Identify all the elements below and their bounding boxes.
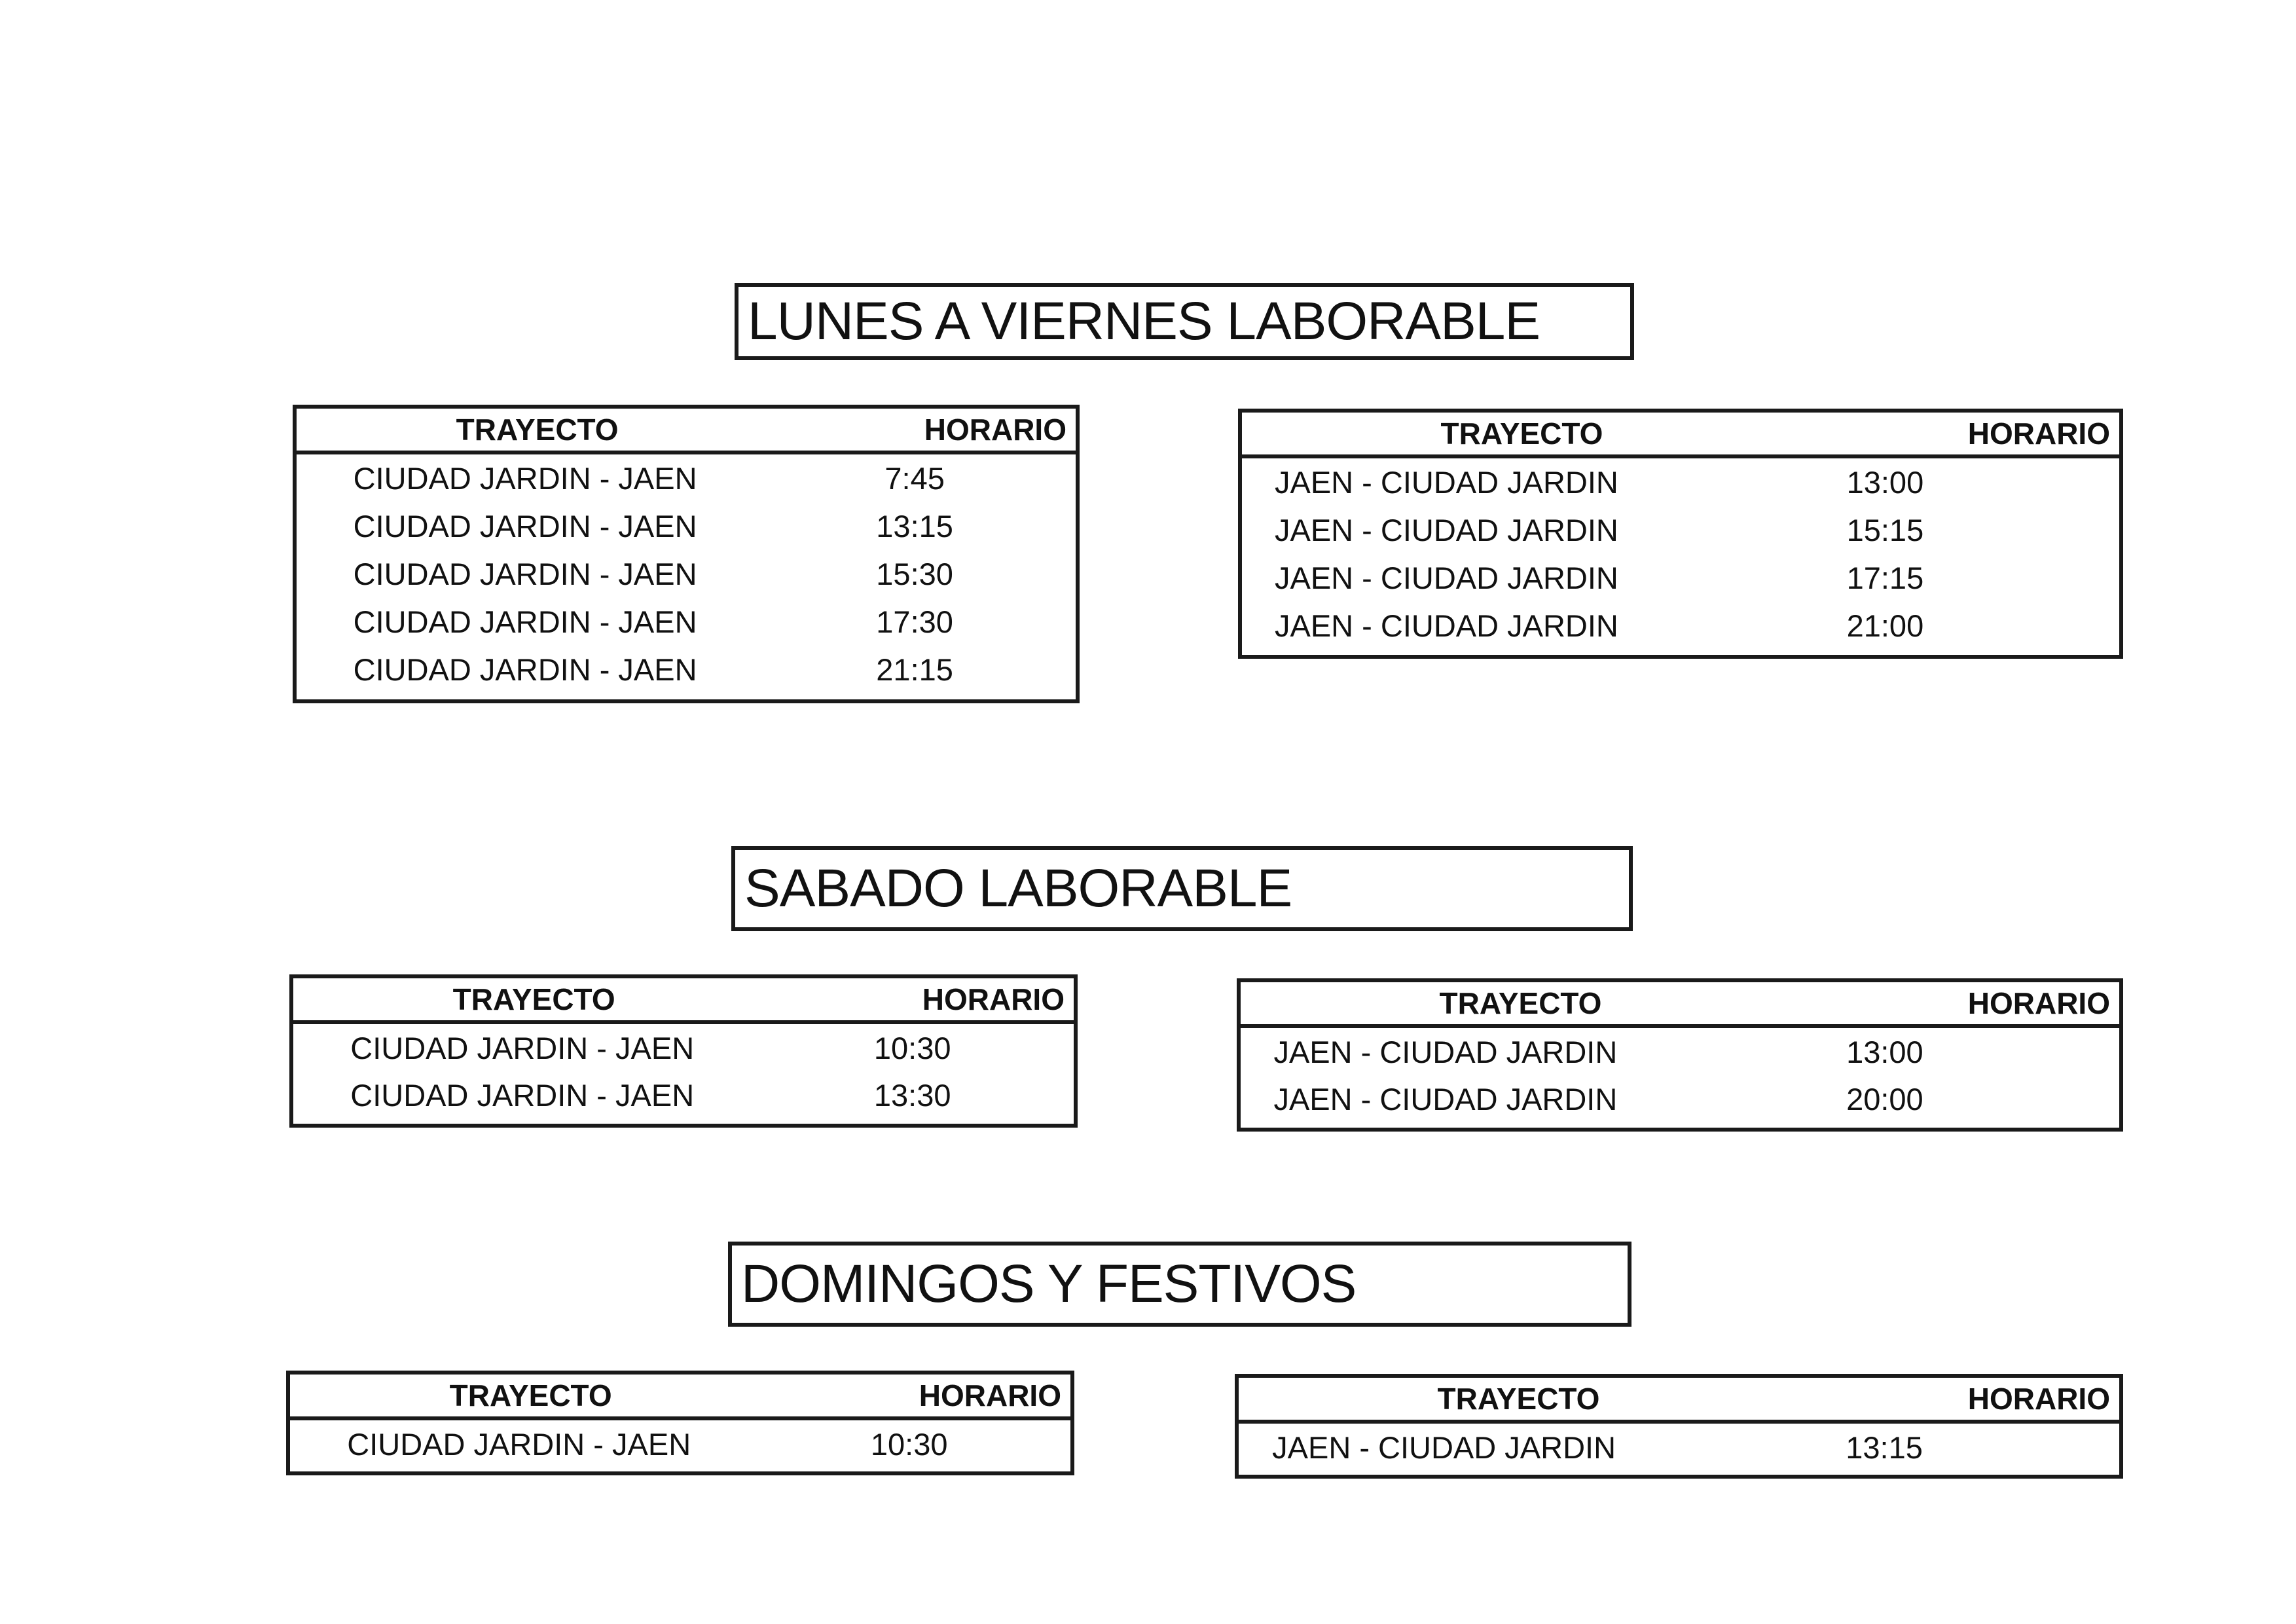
row-route: CIUDAD JARDIN - JAEN — [353, 604, 697, 639]
row-route: CIUDAD JARDIN - JAEN — [353, 652, 697, 687]
row-route: CIUDAD JARDIN - JAEN — [350, 1030, 695, 1065]
row-route: CIUDAD JARDIN - JAEN — [353, 557, 697, 591]
header-route: TRAYECTO — [1439, 986, 1602, 1020]
row-time: 21:15 — [876, 652, 953, 687]
section-title-text: SABADO LABORABLE — [744, 858, 1292, 918]
header-time: HORARIO — [919, 1378, 1061, 1412]
row-route: JAEN - CIUDAD JARDIN — [1273, 1034, 1618, 1069]
row-route: JAEN - CIUDAD JARDIN — [1274, 561, 1618, 595]
table-row — [1242, 554, 2119, 602]
row-time: 17:15 — [1846, 561, 1924, 595]
section-title-text: LUNES A VIERNES LABORABLE — [748, 291, 1540, 351]
table-header — [290, 1375, 1070, 1420]
table-row — [293, 1071, 1074, 1118]
row-time: 13:15 — [876, 509, 953, 544]
header-route: TRAYECTO — [1440, 416, 1603, 451]
table-row — [297, 598, 1076, 646]
row-time: 7:45 — [884, 461, 945, 496]
row-time: 20:00 — [1846, 1081, 1923, 1116]
table-header — [1241, 982, 2119, 1028]
table-row — [290, 1420, 1070, 1467]
schedule-table-sundays-return — [1235, 1374, 2123, 1479]
row-route: CIUDAD JARDIN - JAEN — [350, 1077, 695, 1113]
section-title-weekdays — [735, 283, 1634, 360]
row-time: 13:15 — [1846, 1430, 1923, 1465]
row-time: 21:00 — [1846, 608, 1924, 643]
section-title-saturday — [731, 846, 1633, 931]
row-time: 13:30 — [873, 1077, 951, 1113]
row-time: 10:30 — [873, 1030, 951, 1065]
schedule-table-weekdays-return — [1238, 409, 2123, 659]
row-route: JAEN - CIUDAD JARDIN — [1273, 1081, 1618, 1116]
header-route: TRAYECTO — [456, 413, 619, 447]
row-route: JAEN - CIUDAD JARDIN — [1274, 513, 1618, 547]
table-row — [297, 502, 1076, 550]
table-row — [297, 646, 1076, 693]
schedule-table-saturday-outbound — [289, 974, 1078, 1128]
row-time: 15:15 — [1846, 513, 1924, 547]
row-time: 13:00 — [1846, 465, 1924, 500]
row-route: CIUDAD JARDIN - JAEN — [353, 461, 697, 496]
table-row — [1241, 1075, 2119, 1122]
header-time: HORARIO — [922, 982, 1065, 1016]
row-route: JAEN - CIUDAD JARDIN — [1274, 465, 1618, 500]
table-row — [1242, 458, 2119, 506]
table-row — [1239, 1424, 2119, 1471]
table-header — [293, 978, 1074, 1024]
table-header — [297, 409, 1076, 454]
row-time: 13:00 — [1846, 1034, 1923, 1069]
table-row — [297, 550, 1076, 598]
table-row — [297, 454, 1076, 502]
table-header — [1239, 1378, 2119, 1424]
section-title-sundays-holidays — [728, 1242, 1631, 1327]
row-route: JAEN - CIUDAD JARDIN — [1274, 608, 1618, 643]
row-route: CIUDAD JARDIN - JAEN — [347, 1426, 691, 1462]
header-route: TRAYECTO — [452, 982, 615, 1016]
table-row — [293, 1024, 1074, 1071]
row-time: 15:30 — [876, 557, 953, 591]
schedule-table-saturday-return — [1237, 978, 2123, 1132]
row-route: CIUDAD JARDIN - JAEN — [353, 509, 697, 544]
header-time: HORARIO — [1967, 986, 2110, 1020]
table-row — [1241, 1028, 2119, 1075]
table-row — [1242, 602, 2119, 650]
header-route: TRAYECTO — [449, 1378, 612, 1412]
section-title-text: DOMINGOS Y FESTIVOS — [741, 1254, 1357, 1314]
row-time: 10:30 — [870, 1426, 948, 1462]
row-time: 17:30 — [876, 604, 953, 639]
header-route: TRAYECTO — [1437, 1382, 1600, 1416]
table-header — [1242, 413, 2119, 458]
row-route: JAEN - CIUDAD JARDIN — [1272, 1430, 1616, 1465]
table-row — [1242, 506, 2119, 554]
schedule-table-sundays-outbound — [286, 1371, 1074, 1475]
header-time: HORARIO — [1967, 1382, 2110, 1416]
schedule-table-weekdays-outbound — [293, 405, 1080, 703]
header-time: HORARIO — [1967, 416, 2110, 451]
header-time: HORARIO — [924, 413, 1066, 447]
